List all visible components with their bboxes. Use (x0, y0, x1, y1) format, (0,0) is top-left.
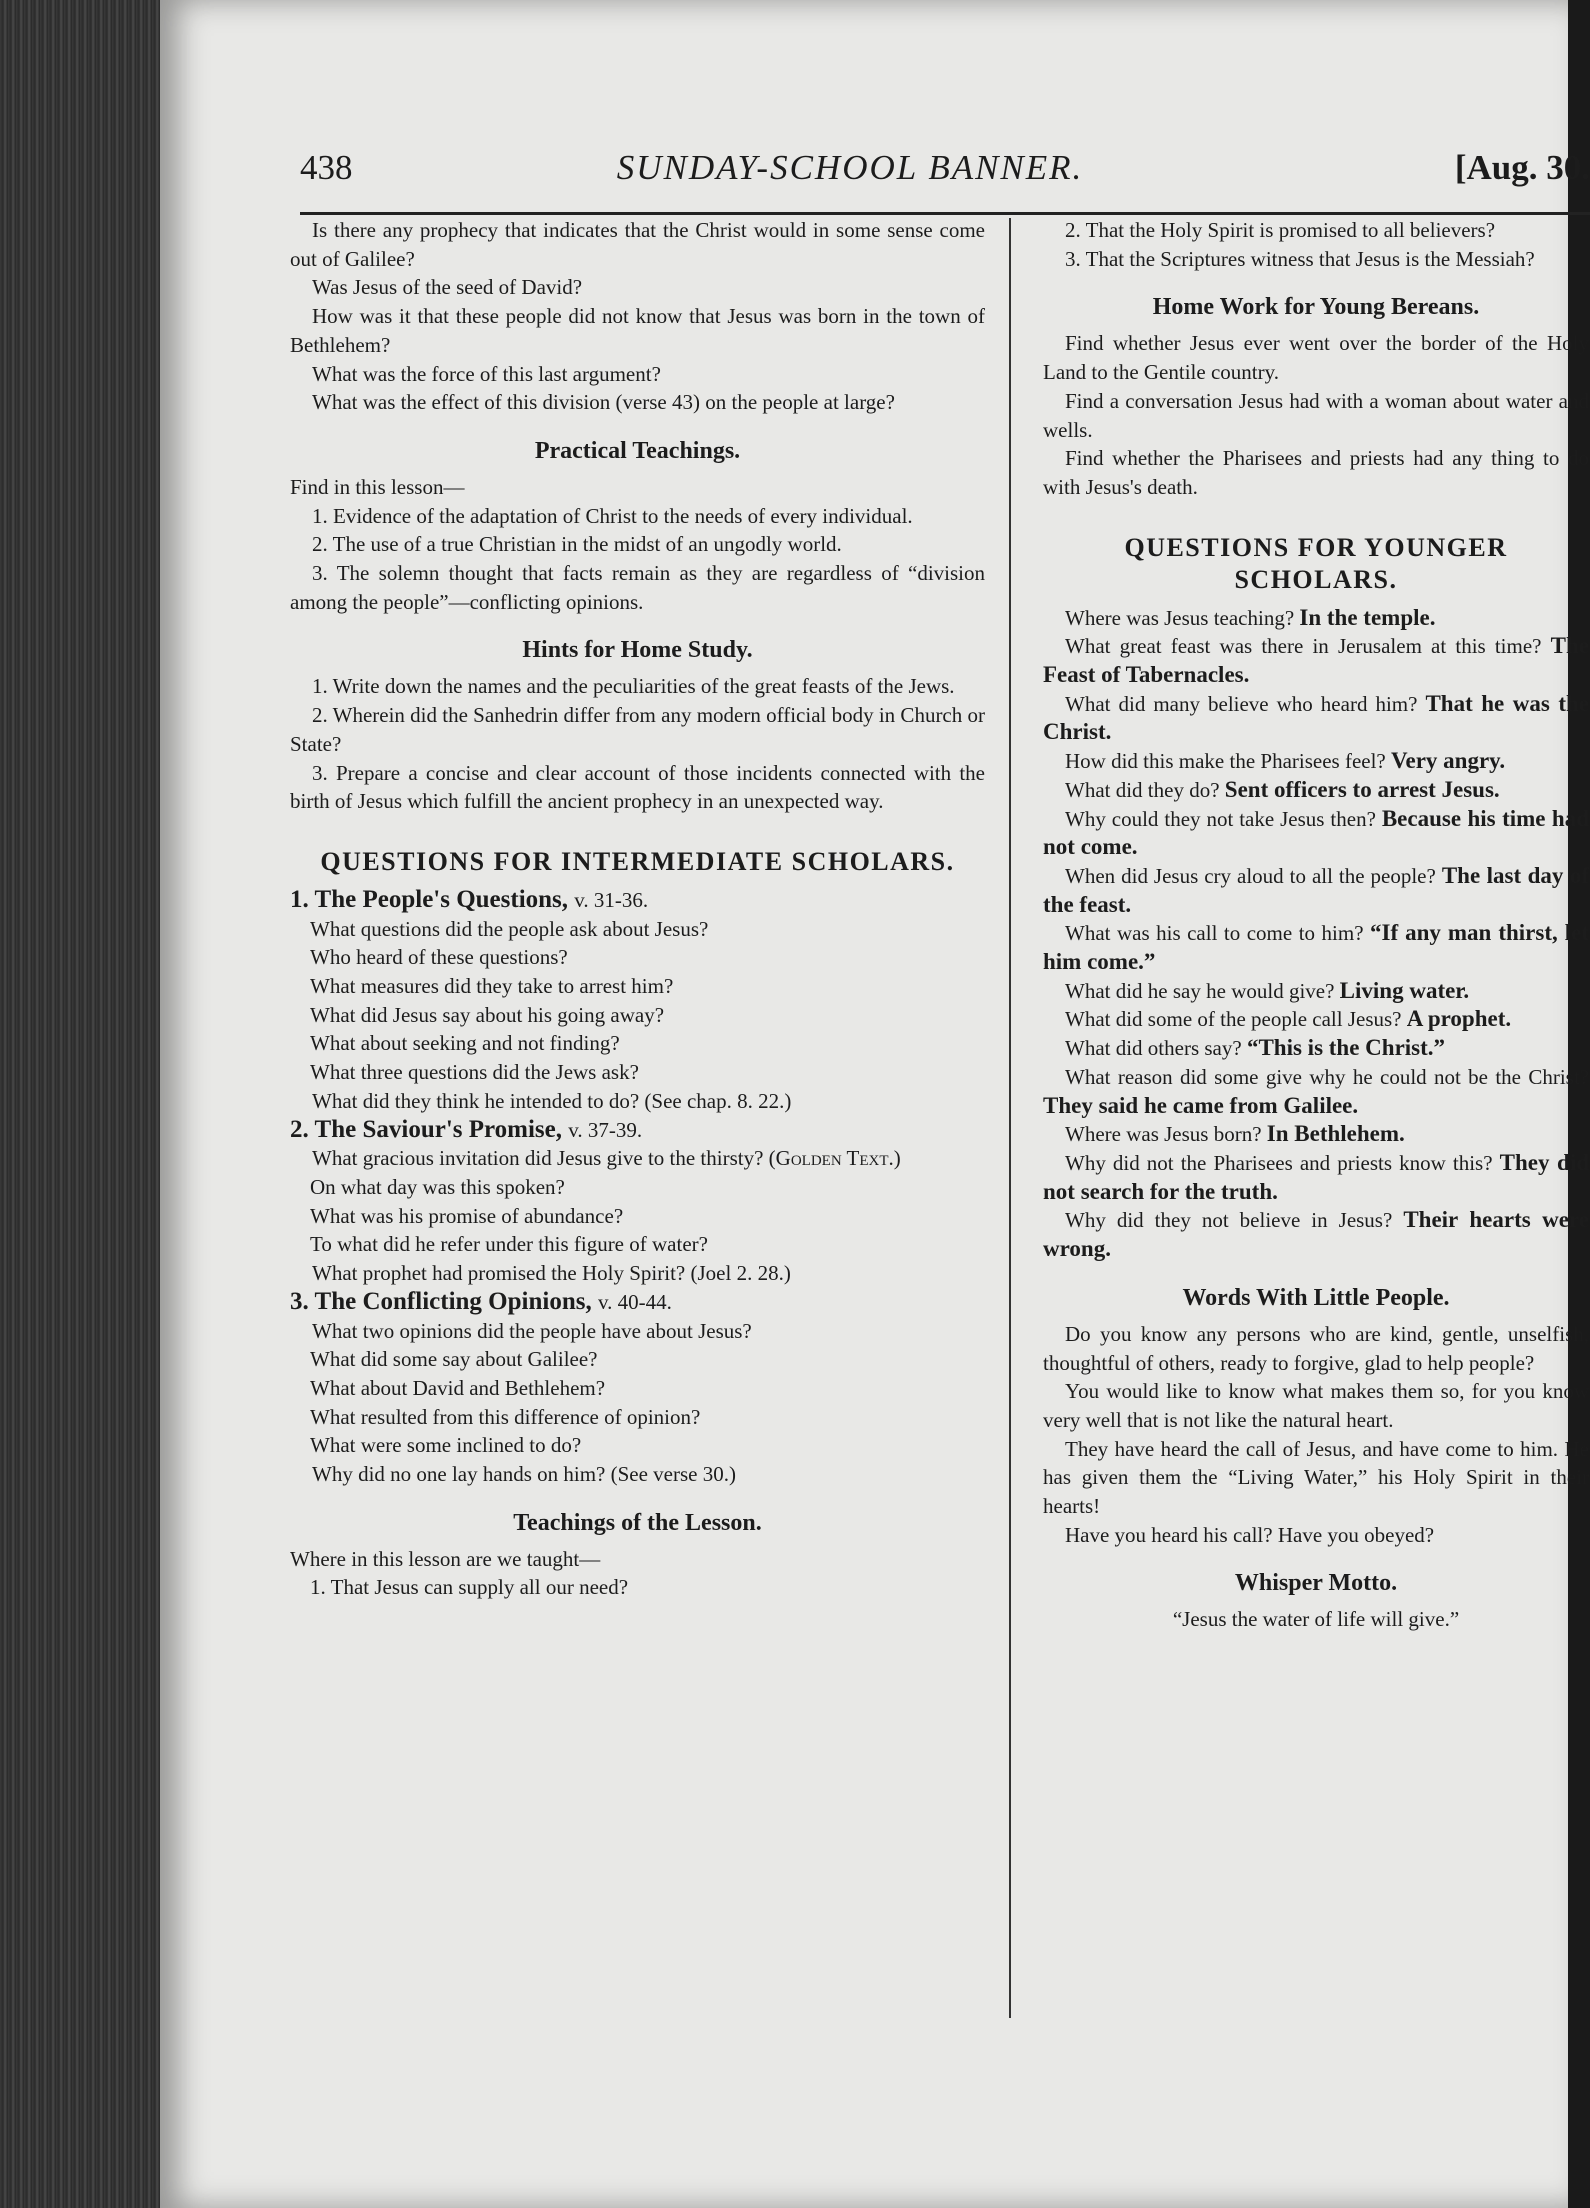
question: What were some inclined to do? (310, 1433, 582, 1458)
qa-answer: That he was the Christ. (1043, 690, 1590, 745)
question: What about David and Bethlehem? (310, 1375, 606, 1400)
qa-answer: Very angry. (1391, 748, 1506, 774)
home-work-heading: Home Work for Young Bereans. (1152, 294, 1480, 321)
qa-item (1043, 919, 1589, 976)
qa-question: What did he say he would give? (1065, 978, 1335, 1003)
qa-item (1043, 862, 1589, 919)
qa-answer: “If any man thirst, let him come.” (1043, 920, 1589, 975)
question: What did some say about Galilee? (310, 1347, 598, 1372)
qa-answer: A prophet. (1406, 1006, 1512, 1032)
little-people-paragraph: Have you heard his call? Have you obeyed? (1065, 1522, 1435, 1547)
intermediate-heading: QUESTIONS FOR INTERMEDIATE SCHOLARS. (320, 846, 955, 876)
qa-question: Where was Jesus teaching? (1065, 605, 1295, 630)
golden-text: (Golden Text.) (768, 1146, 901, 1171)
question: What did they think he intended to do? (See chap. 8. 22.) (312, 1088, 792, 1113)
teaching-item: 2. That the Holy Spirit is promised to all believers? (1065, 218, 1496, 242)
qa-question: What did others say? (1065, 1036, 1242, 1061)
section-title: 1. The People's Questions, v. 31-36. (290, 885, 649, 913)
little-people-paragraph: You would like to know what makes them so, for you know very well that is not like the natural heart. (1043, 1379, 1589, 1432)
qa-question: When did Jesus cry aloud to all the people? (1065, 863, 1436, 888)
question: What three questions did the Jews ask? (310, 1060, 639, 1085)
practical-lead: Find in this lesson— (290, 474, 465, 499)
little-people-paragraph: They have heard the call of Jesus, and have come to him. He has given them the “Living Water,” his Holy Spirit in their hearts! (1043, 1436, 1589, 1519)
qa-answer: “This is the Christ.” (1246, 1035, 1446, 1061)
little-people-paragraph: Do you know any persons who are kind, gentle, unselfish, thoughtful of others, ready to forgive, glad to help people? (1043, 1321, 1589, 1375)
teachings-heading: Teachings of the Lesson. (513, 1509, 762, 1536)
home-work-item: Find whether the Pharisees and priests had any thing to do with Jesus's death. (1043, 446, 1589, 499)
section-title: 3. The Conflicting Opinions, v. 40-44. (290, 1287, 672, 1315)
header-rule (300, 212, 1590, 215)
qa-item (1043, 604, 1589, 633)
home-work-item: Find whether Jesus ever went over the border of the Holy Land to the Gentile country. (1043, 331, 1589, 385)
practical-item: 3. The solemn thought that facts remain as they are regardless of “division among the people”—conflicting opinions. (290, 561, 985, 614)
qa-answer: The last day of the feast. (1043, 862, 1590, 917)
qa-answer: The Feast of Tabernacles. (1043, 633, 1589, 688)
little-people-heading: Words With Little People. (1182, 1284, 1450, 1311)
qa-item (1043, 977, 1589, 1006)
qa-question: How did this make the Pharisees feel? (1065, 749, 1386, 774)
hint-item: 2. Wherein did the Sanhedrin differ from any modern official body in Church or State? (290, 703, 985, 756)
question: Why did no one lay hands on him? (See verse 30.) (312, 1462, 736, 1487)
page-number: 438 (300, 148, 353, 187)
qa-question: What reason did some give why he could not be the Christ? (1065, 1064, 1589, 1089)
qa-question: What did they do? (1065, 777, 1220, 802)
teaching-item: 3. That the Scriptures witness that Jesus is the Messiah? (1065, 246, 1535, 271)
page-header (300, 148, 1590, 208)
motto-heading: Whisper Motto. (1234, 1570, 1398, 1597)
home-work-item: Find a conversation Jesus had with a woman about water and wells. (1043, 388, 1589, 442)
question: On what day was this spoken? (310, 1174, 565, 1199)
qa-answer: Living water. (1339, 977, 1470, 1003)
question: Who heard of these questions? (310, 945, 568, 970)
qa-question: Why did not the Pharisees and priests know this? (1065, 1150, 1493, 1175)
qa-answer: They said he came from Galilee. (1043, 1092, 1359, 1118)
qa-answer: They did not search for the truth. (1043, 1149, 1589, 1204)
qa-answer: In Bethlehem. (1266, 1121, 1405, 1147)
qa-item (1043, 632, 1589, 689)
question: What was his promise of abundance? (310, 1203, 624, 1228)
qa-question: Where was Jesus born? (1065, 1122, 1262, 1147)
qa-item (1043, 1206, 1589, 1263)
header-date: [Aug. 30. (1454, 148, 1590, 187)
intro-question: How was it that these people did not know that Jesus was born in the town of Bethlehem? (290, 304, 985, 357)
qa-question: What great feast was there in Jerusalem at this time? (1065, 634, 1542, 659)
question: What two opinions did the people have about Jesus? (312, 1318, 752, 1343)
running-title: SUNDAY-SCHOOL BANNER. (616, 148, 1084, 187)
question: To what did he refer under this figure of water? (310, 1232, 708, 1257)
question: What prophet had promised the Holy Spirit? (Joel 2. 28.) (312, 1261, 791, 1286)
intro-question: What was the effect of this division (verse 43) on the people at large? (312, 390, 895, 415)
younger-qa-list (1043, 604, 1589, 1264)
question: What questions did the people ask about Jesus? (310, 916, 709, 941)
teaching-item: 1. That Jesus can supply all our need? (310, 1575, 629, 1600)
book-page-edges (0, 0, 170, 2208)
qa-question: What did some of the people call Jesus? (1065, 1007, 1402, 1032)
question: What did Jesus say about his going away? (310, 1002, 665, 1027)
right-column (1043, 216, 1589, 1634)
hints-heading: Hints for Home Study. (522, 637, 753, 664)
intro-question: Was Jesus of the seed of David? (312, 275, 583, 300)
question: What resulted from this difference of opinion? (310, 1404, 701, 1429)
qa-item (1043, 1005, 1589, 1034)
intro-question: Is there any prophecy that indicates that the Christ would in some sense come out of Galilee? (290, 218, 985, 271)
teachings-lead: Where in this lesson are we taught— (290, 1546, 601, 1571)
motto-text: “Jesus the water of life will give.” (1172, 1607, 1460, 1632)
left-column (290, 216, 985, 1602)
hint-item: 1. Write down the names and the peculiarities of the great feasts of the Jews. (312, 674, 955, 699)
qa-answer: Sent officers to arrest Jesus. (1224, 776, 1500, 802)
qa-answer: In the temple. (1299, 604, 1436, 630)
qa-question: What was his call to come to him? (1065, 921, 1364, 946)
intro-question: What was the force of this last argument? (312, 361, 661, 386)
practical-item: 1. Evidence of the adaptation of Christ to the needs of every individual. (312, 503, 913, 528)
qa-question: What did many believe who heard him? (1065, 691, 1418, 716)
hint-item: 3. Prepare a concise and clear account of those incidents connected with the birth of Jesus which fulfill the ancient prophecy in an unexpected way. (290, 760, 985, 814)
question: What about seeking and not finding? (310, 1031, 620, 1056)
qa-item (1043, 1149, 1589, 1206)
column-divider (1009, 218, 1011, 2018)
qa-item (1043, 690, 1589, 747)
qa-item (1043, 747, 1589, 776)
question: What gracious invitation did Jesus give to the thirsty? (Golden Text.) (312, 1146, 901, 1171)
qa-item (1043, 1034, 1589, 1063)
practical-teachings-heading: Practical Teachings. (534, 437, 741, 464)
qa-answer: Their hearts were wrong. (1043, 1207, 1590, 1262)
qa-item (1043, 1120, 1589, 1149)
qa-item (1043, 805, 1589, 862)
younger-heading: QUESTIONS FOR YOUNGER SCHOLARS. (1124, 532, 1508, 594)
qa-item (1043, 776, 1589, 805)
book-page (160, 0, 1590, 2208)
qa-question: Why could they not take Jesus then? (1065, 806, 1376, 831)
question: What measures did they take to arrest him? (310, 974, 674, 999)
section-title: 2. The Saviour's Promise, v. 37-39. (290, 1115, 643, 1143)
practical-item: 2. The use of a true Christian in the midst of an ungodly world. (312, 532, 842, 557)
qa-question: Why did they not believe in Jesus? (1065, 1208, 1393, 1233)
qa-answer: Because his time had not come. (1043, 805, 1590, 860)
qa-item (1043, 1063, 1589, 1120)
